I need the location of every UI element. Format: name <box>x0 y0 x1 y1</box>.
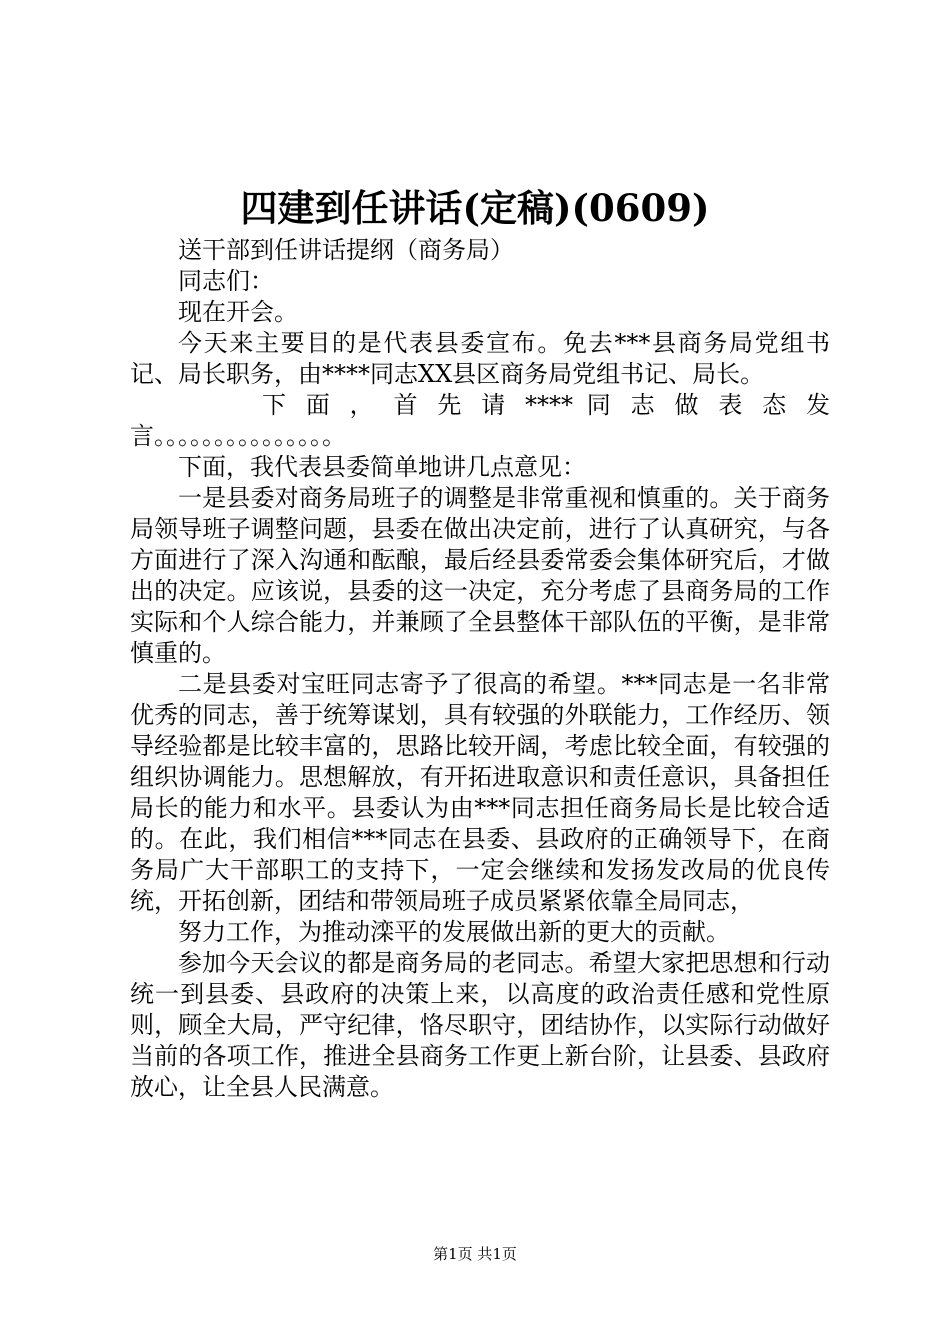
document-body <box>130 235 830 1103</box>
paragraph-statement-invite: 下 面 ， 首 先 请 **** 同 志 做 表 态 发 言。。。。。。。。。。。。。。。 <box>130 391 830 450</box>
paragraph-salutation: 同志们： <box>178 267 274 295</box>
paragraph-closing: 参加今天会议的都是商务局的老同志。希望大家把思想和行动统一到县委、县政府的决策上来，以高度的政治责任感和党性原则，顾全大局，严守纪律，恪尽职守，团结协作，以实际行动做好当前的各项工作，推进全县商务工作更上新台阶，让县委、县政府放心，让全县人民满意。 <box>130 949 830 1101</box>
page-footer: 第1页 共1页 <box>433 1245 517 1263</box>
document-title: 四建到任讲话(定稿)(0609) <box>240 186 710 230</box>
paragraph-point-two: 二是县委对宝旺同志寄予了很高的希望。***同志是一名非常优秀的同志，善于统筹谋划，具有较强的外联能力，工作经历、领导经验都是比较丰富的，思路比较开阔，考虑比较全面，有较强的组织协调能力。思想解放，有开拓进取意识和责任意识，具备担任局长的能力和水平。县委认为由***同志担任商务局长是比较合适的。在此，我们相信***同志在县委、县政府的正确领导下，在商务局广大干部职工的支持下，一定会继续和发扬发改局的优良传统，开拓创新，团结和带领局班子成员紧紧依靠全局同志， <box>130 670 830 915</box>
paragraph-opinions-intro: 下面，我代表县委简单地讲几点意见： <box>178 453 586 481</box>
paragraph-work-hard: 努力工作，为推动滦平的发展做出新的更大的贡献。 <box>178 918 730 946</box>
paragraph-heading-line: 送干部到任讲话提纲（商务局） <box>178 236 514 264</box>
paragraph-announcement: 今天来主要目的是代表县委宣布。免去***县商务局党组书记、局长职务，由****同志XX县区商务局党组书记、局长。 <box>130 329 830 388</box>
paragraph-opening: 现在开会。 <box>178 298 298 326</box>
paragraph-point-one: 一是县委对商务局班子的调整是非常重视和慎重的。关于商务局领导班子调整问题，县委在做出决定前，进行了认真研究，与各方面进行了深入沟通和酝酿，最后经县委常委会集体研究后，才做出的决定。应该说，县委的这一决定，充分考虑了县商务局的工作实际和个人综合能力，并兼顾了全县整体干部队伍的平衡，是非常慎重的。 <box>130 484 830 667</box>
